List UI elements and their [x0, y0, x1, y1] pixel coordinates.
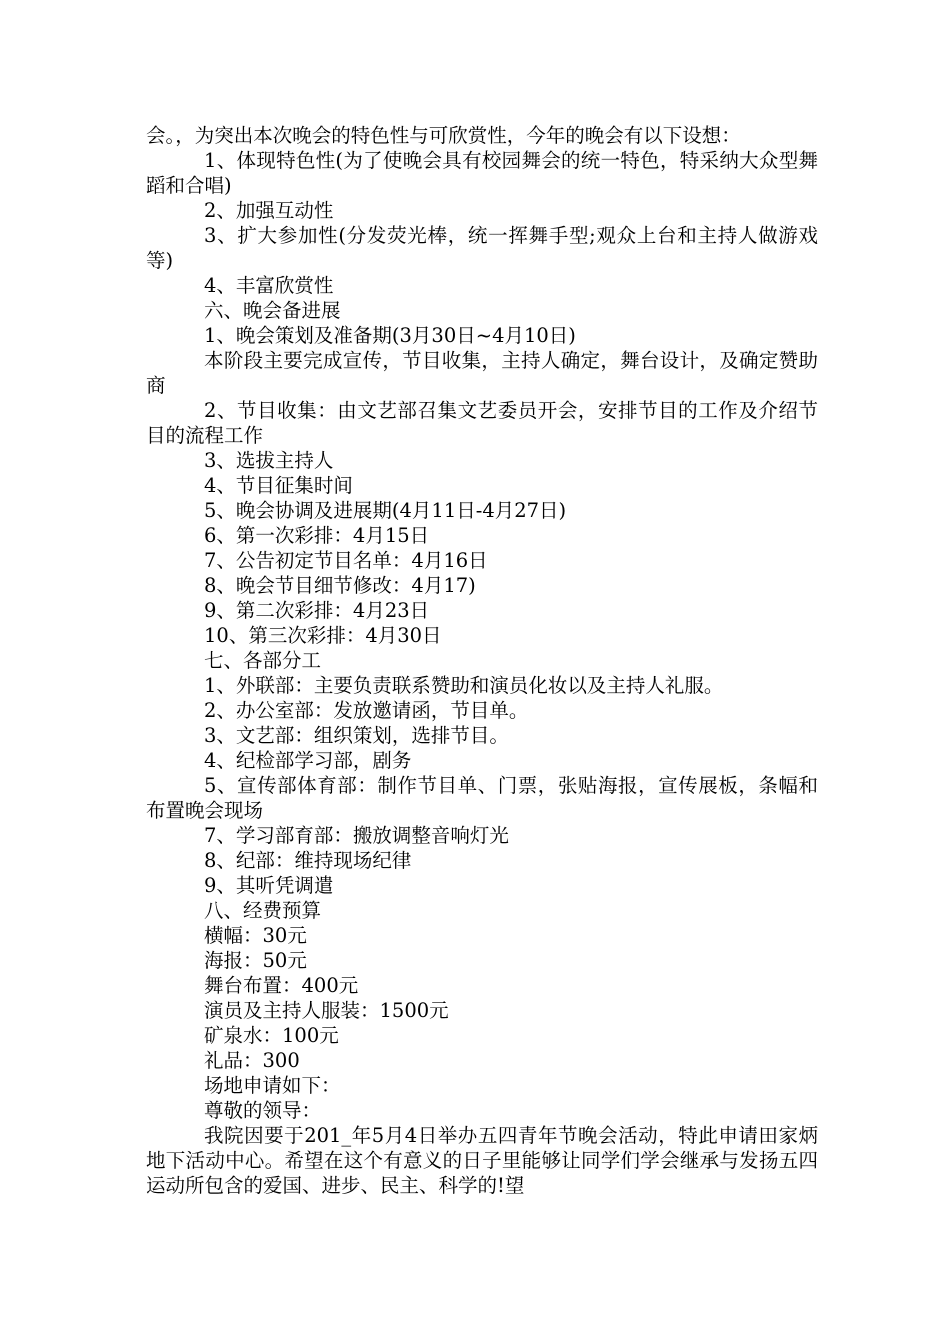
- paragraph: 9、第二次彩排：4月23日: [204, 599, 430, 622]
- paragraph: 礼品：300: [204, 1049, 300, 1072]
- paragraph: 4、节目征集时间: [204, 474, 353, 497]
- paragraph: 1、外联部：主要负责联系赞助和演员化妆以及主持人礼服。: [204, 674, 724, 697]
- paragraph: 2、办公室部：发放邀请函，节目单。: [204, 699, 529, 722]
- paragraph: 6、第一次彩排：4月15日: [204, 524, 430, 547]
- paragraph: 2、加强互动性: [204, 199, 334, 222]
- paragraph: 3、文艺部：组织策划，选排节目。: [204, 724, 509, 747]
- paragraph: 4、丰富欣赏性: [204, 274, 334, 297]
- paragraph: 我院因要于201_年5月4日举办五四青年节晚会活动，特此申请田家炳地下活动中心。希望在这个有意义的日子里能够让同学们学会继承与发扬五四运动所包含的爱国、进步、民主、科学的!望: [146, 1124, 818, 1197]
- paragraph: 3、选拔主持人: [204, 449, 334, 472]
- paragraph: 5、宣传部体育部：制作节目单、门票，张贴海报，宣传展板，条幅和布置晚会现场: [146, 774, 818, 822]
- paragraph: 5、晚会协调及进展期(4月11日-4月27日): [204, 499, 567, 522]
- paragraph: 1、体现特色性(为了使晚会具有校园舞会的统一特色，特采纳大众型舞蹈和合唱): [146, 149, 818, 197]
- paragraph: 会。，为突出本次晚会的特色性与可欣赏性，今年的晚会有以下设想：: [146, 124, 741, 147]
- paragraph: 9、其听凭调遣: [204, 874, 334, 897]
- paragraph: 海报：50元: [204, 949, 307, 972]
- paragraph: 10、第三次彩排：4月30日: [204, 624, 442, 647]
- paragraph: 4、纪检部学习部，剧务: [204, 749, 412, 772]
- paragraph: 六、晚会备进展: [204, 299, 341, 322]
- paragraph: 2、节目收集：由文艺部召集文艺委员开会，安排节目的工作及介绍节目的流程工作: [146, 399, 818, 447]
- paragraph: 七、各部分工: [204, 649, 322, 672]
- paragraph: 尊敬的领导：: [204, 1099, 322, 1122]
- paragraph: 横幅：30元: [204, 924, 307, 947]
- paragraph: 矿泉水：100元: [204, 1024, 339, 1047]
- paragraph: 3、扩大参加性(分发荧光棒，统一挥舞手型;观众上台和主持人做游戏等): [146, 224, 818, 272]
- paragraph: 演员及主持人服装：1500元: [204, 999, 449, 1022]
- paragraph: 8、晚会节目细节修改：4月17): [204, 574, 476, 597]
- paragraph: 7、公告初定节目名单：4月16日: [204, 549, 488, 572]
- document-body: [146, 123, 818, 1198]
- paragraph: 8、纪部：维持现场纪律: [204, 849, 412, 872]
- paragraph: 舞台布置：400元: [204, 974, 359, 997]
- paragraph: 场地申请如下：: [204, 1074, 341, 1097]
- paragraph: 本阶段主要完成宣传，节目收集，主持人确定，舞台设计，及确定赞助商: [146, 349, 818, 397]
- paragraph: 1、晚会策划及准备期(3月30日~4月10日): [204, 324, 576, 347]
- paragraph: 八、经费预算: [204, 899, 322, 922]
- paragraph: 7、学习部育部：搬放调整音响灯光: [204, 824, 509, 847]
